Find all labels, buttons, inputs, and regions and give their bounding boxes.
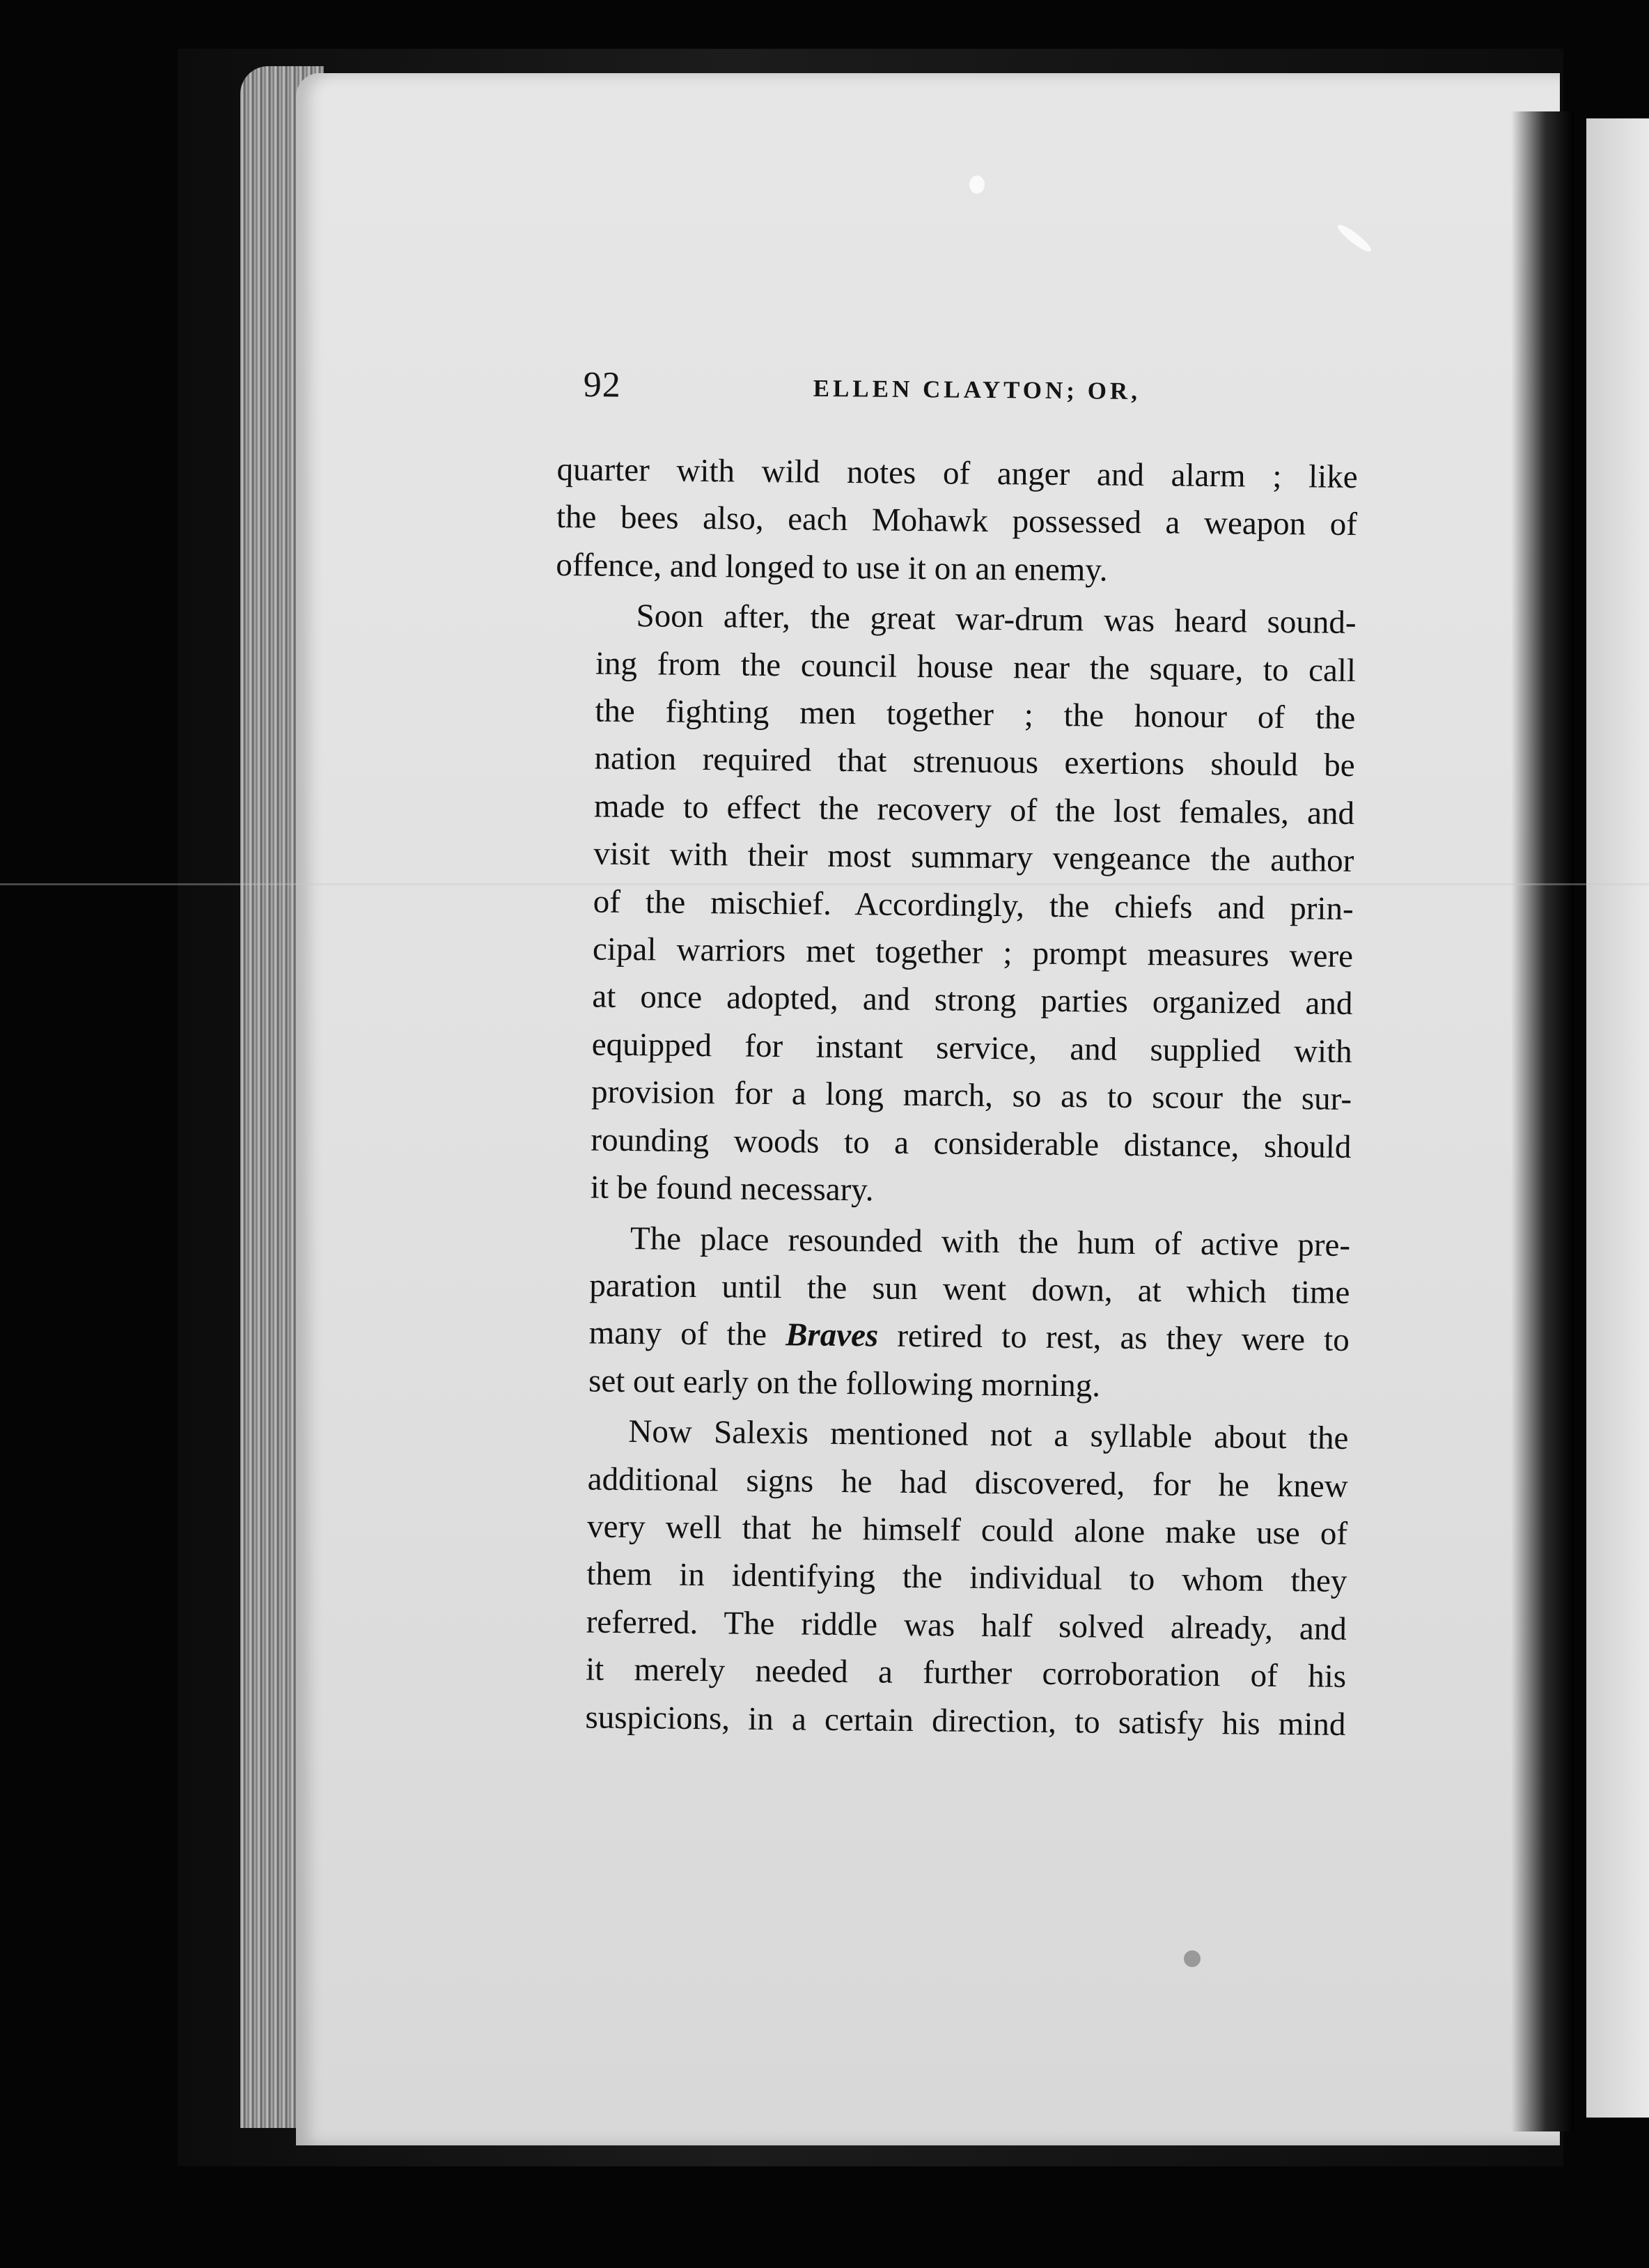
text-line: it merely needed a further corroboration of his	[585, 1651, 1347, 1695]
text-line: of the mischief. Accordingly, the chiefs and prin-	[593, 883, 1354, 927]
italic-word: Braves	[785, 1316, 879, 1354]
text-line: cipal warriors met together ; prompt measures were	[592, 931, 1354, 975]
text-line-with-italic	[548, 1309, 1350, 1364]
dust-speck	[969, 176, 985, 194]
text-fragment: many of the	[588, 1314, 767, 1353]
text-line: The place resounded with the hum of active pre-	[630, 1220, 1351, 1264]
text-line: provision for a long march, so as to scour the sur-	[591, 1073, 1352, 1118]
text-line: Soon after, the great war-drum was heard sound-	[636, 598, 1357, 642]
text-line: paration until the sun went down, at which time	[589, 1267, 1350, 1311]
text-line: additional signs he had discovered, for he knew	[587, 1461, 1348, 1505]
paragraph	[545, 1407, 1349, 1748]
text-line: the bees also, each Mohawk possessed a weapon of	[556, 499, 1358, 543]
text-line: visit with their most summary vengeance the author	[593, 835, 1354, 880]
text-line: them in identifying the individual to whom they	[586, 1555, 1347, 1600]
paragraph	[549, 591, 1356, 1218]
facing-page-edge	[1586, 118, 1649, 2118]
text-line: Now Salexis mentioned not a syllable about the	[628, 1413, 1349, 1457]
body-text	[545, 446, 1358, 1751]
page-header	[583, 364, 1377, 420]
text-line: referred. The riddle was half solved already, and	[586, 1603, 1347, 1647]
gutter-shadow	[1511, 111, 1574, 2131]
text-line: the fighting men together ; the honour of the	[595, 692, 1356, 737]
text-line: at once adopted, and strong parties organized and	[592, 978, 1353, 1023]
paragraph	[548, 1213, 1351, 1412]
text-line: it be found necessary.	[590, 1169, 874, 1209]
text-line: made to effect the recovery of the lost females, and	[593, 788, 1355, 832]
text-line: set out early on the following morning.	[588, 1362, 1101, 1404]
text-line: suspicions, in a certain direction, to satisfy his mind	[585, 1699, 1346, 1743]
page-number: 92	[583, 364, 621, 405]
text-line: very well that he himself could alone make use of	[586, 1508, 1348, 1552]
text-line: ing from the council house near the square, to call	[595, 645, 1357, 689]
text-line: offence, and longed to use it on an enemy.	[556, 546, 1108, 589]
text-fragment: retired to rest, as they were to	[897, 1318, 1350, 1359]
dust-speck	[1184, 1950, 1201, 1967]
text-line: equipped for instant service, and supplied with	[591, 1026, 1352, 1070]
running-head: ELLEN CLAYTON; OR,	[813, 374, 1141, 405]
text-line: quarter with wild notes of anger and alarm ; like	[556, 451, 1358, 496]
text-line: nation required that strenuous exertions should be	[594, 740, 1355, 784]
paragraph	[556, 446, 1358, 596]
text-line: rounding woods to a considerable distance, should	[591, 1121, 1352, 1165]
